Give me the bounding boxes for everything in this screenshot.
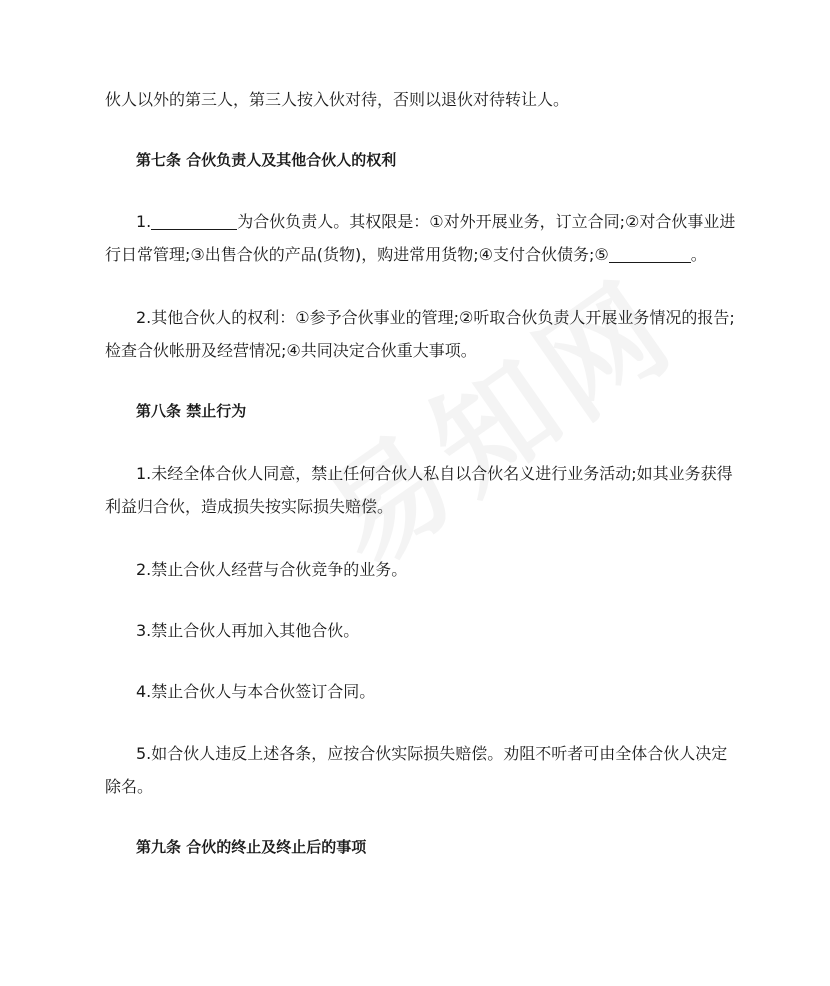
section-8-item-5-cont [105,771,730,802]
watermark [286,234,704,599]
item-line [105,239,730,270]
fill-in-blank[interactable] [609,246,691,263]
section-8-item-1 [136,458,761,489]
item-line: 2.禁止合伙人经营与合伙竞争的业务。 [136,560,408,579]
item-line: 4.禁止合伙人与本合伙签订合同。 [136,682,376,701]
item-number: 1. [136,212,152,231]
item-line: 5.如合伙人违反上述各条，应按合伙实际损失赔偿。劝阻不听者可由全体合伙人决定 [136,744,728,763]
section-8-item-3 [136,615,761,646]
section-8-item-1-cont [105,491,730,522]
item-line [136,206,761,237]
item-text: 。 [690,245,707,264]
section-8-item-5 [136,738,761,769]
item-line: 除名。 [105,777,154,796]
item-line: 3.禁止合伙人再加入其他合伙。 [136,621,360,640]
item-text: 为合伙负责人。其权限是：①对外开展业务，订立合同;②对合伙事业进 [237,212,736,231]
section-9-heading: 第九条 合伙的终止及终止后的事项 [136,838,367,856]
item-text: 行日常管理;③出售合伙的产品(货物)，购进常用货物;④支付合伙债务;⑤ [105,245,609,264]
section-8-heading: 第八条 禁止行为 [136,402,247,420]
section-8-item-4 [136,676,761,707]
intro-paragraph [105,84,730,115]
item-line: 利益归合伙，造成损失按实际损失赔偿。 [105,497,394,516]
intro-line: 伙人以外的第三人，第三人按入伙对待，否则以退伙对待转让人。 [105,90,570,109]
item-line: 2.其他合伙人的权利：①参予合伙事业的管理;②听取合伙负责人开展业务情况的报告; [136,308,735,327]
section-8-item-2 [136,554,761,585]
section-7-item-2 [136,302,761,333]
section-7-item-1 [136,206,761,237]
section-7-heading: 第七条 合伙负责人及其他合伙人的权利 [136,151,397,169]
fill-in-blank[interactable] [151,213,237,230]
item-line: 1.未经全体合伙人同意，禁止任何合伙人私自以合伙名义进行业务活动;如其业务获得 [136,464,733,483]
item-line: 检查合伙帐册及经营情况;④共同决定合伙重大事项。 [105,341,477,360]
section-7-item-1-cont [105,239,730,270]
section-7-item-2-cont [105,335,730,366]
